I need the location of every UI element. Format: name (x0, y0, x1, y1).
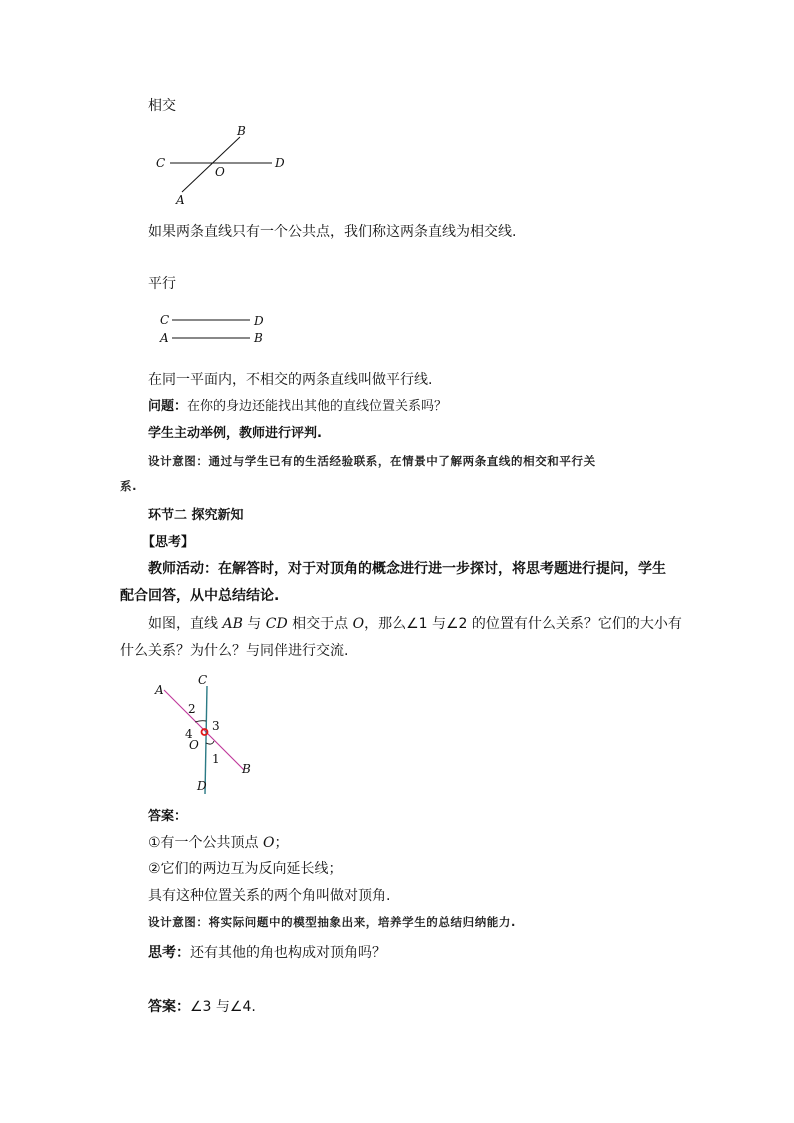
think2-text: 还有其他的角也构成对顶角吗？ (190, 945, 386, 961)
parallel-title: 平行 (148, 276, 176, 292)
label-c: C (156, 156, 166, 170)
teacher-activity-line1: 教师活动：在解答时，对于对顶角的概念进行进一步探讨，将思考题进行提问，学生 (148, 561, 666, 577)
design-intent2-line (148, 914, 516, 930)
prompt-seg3: 相交于点 (287, 616, 353, 632)
answer1-item1 (148, 833, 289, 853)
think2-label: 思考： (148, 945, 190, 961)
part2-title: 环节二 探究新知 (148, 508, 244, 523)
question-text: 在你的身边还能找出其他的直线位置关系吗？ (187, 399, 448, 414)
design-intent-text: 通过与学生已有的生活经验联系，在情景中了解两条直线的相交和平行关 (208, 454, 596, 468)
design-intent-label: 设计意图： (148, 454, 209, 468)
label-b: B (237, 124, 246, 138)
label-b: B (254, 331, 263, 345)
think2-line (148, 943, 386, 963)
angle-2-arc (195, 721, 206, 722)
teacher-activity-line2: 配合回答，从中总结结论. (120, 588, 280, 604)
angle-label-3: 3 (212, 719, 220, 733)
angle-1-arc (206, 741, 214, 744)
prompt-seg4: ，那么∠1 与∠2 的位置有什么关系？它们的大小有 (364, 616, 682, 632)
label-c: C (198, 673, 208, 687)
prompt-seg1: 如图，直线 (148, 616, 223, 632)
answer1-label: 答案： (148, 809, 188, 824)
intersecting-lines-figure (150, 120, 300, 210)
vertical-angles-figure (150, 672, 260, 797)
line-ab-magenta (164, 690, 244, 770)
angle-label-4: 4 (185, 727, 193, 741)
design-intent-line1 (148, 453, 596, 469)
intersect-title: 相交 (148, 98, 176, 114)
label-a: A (160, 331, 169, 345)
answer1-item1-var: O (263, 835, 275, 851)
design-intent2-label: 设计意图： (148, 915, 209, 929)
intersect-description: 如果两条直线只有一个公共点，我们称这两条直线为相交线. (148, 224, 517, 240)
design-intent-line2: 系. (120, 479, 138, 493)
answer2-text: ∠3 与∠4. (190, 999, 256, 1015)
label-a: A (176, 193, 185, 207)
label-c: C (160, 313, 170, 327)
student-activity: 学生主动举例，教师进行评判. (148, 426, 322, 441)
think-heading: 【思考】 (142, 535, 195, 550)
prompt-ab: AB (222, 616, 243, 632)
question-label: 问题： (148, 399, 188, 414)
label-b: B (242, 762, 251, 776)
answer2-line (148, 997, 256, 1017)
answer1-item2: ②它们的两边互为反向延长线； (148, 861, 343, 877)
figure-prompt-line2: 什么关系？为什么？与同伴进行交流. (120, 643, 349, 659)
label-d: D (197, 779, 207, 793)
line-ab (182, 137, 240, 192)
parallel-lines-figure (150, 308, 280, 348)
figure-prompt-line1 (148, 614, 682, 634)
line-cd-teal (205, 686, 207, 794)
label-o: O (189, 738, 199, 752)
label-d: D (254, 314, 264, 328)
answer1-item1-end: ； (274, 835, 289, 851)
design-intent2-text: 将实际问题中的模型抽象出来，培养学生的总结归纳能力. (208, 915, 516, 929)
label-d: D (275, 156, 285, 170)
label-o: O (215, 165, 225, 179)
question-line (148, 397, 447, 417)
parallel-description: 在同一平面内，不相交的两条直线叫做平行线. (148, 372, 433, 388)
prompt-seg2: 与 (242, 616, 266, 632)
answer1-conclusion: 具有这种位置关系的两个角叫做对顶角. (148, 888, 391, 904)
answer1-item1-text: ①有一个公共顶点 (148, 835, 264, 851)
angle-label-1: 1 (212, 752, 220, 766)
label-a: A (155, 683, 164, 697)
answer2-label: 答案： (148, 999, 190, 1015)
prompt-o: O (352, 616, 365, 632)
prompt-cd: CD (265, 616, 288, 632)
angle-label-2: 2 (188, 702, 196, 716)
